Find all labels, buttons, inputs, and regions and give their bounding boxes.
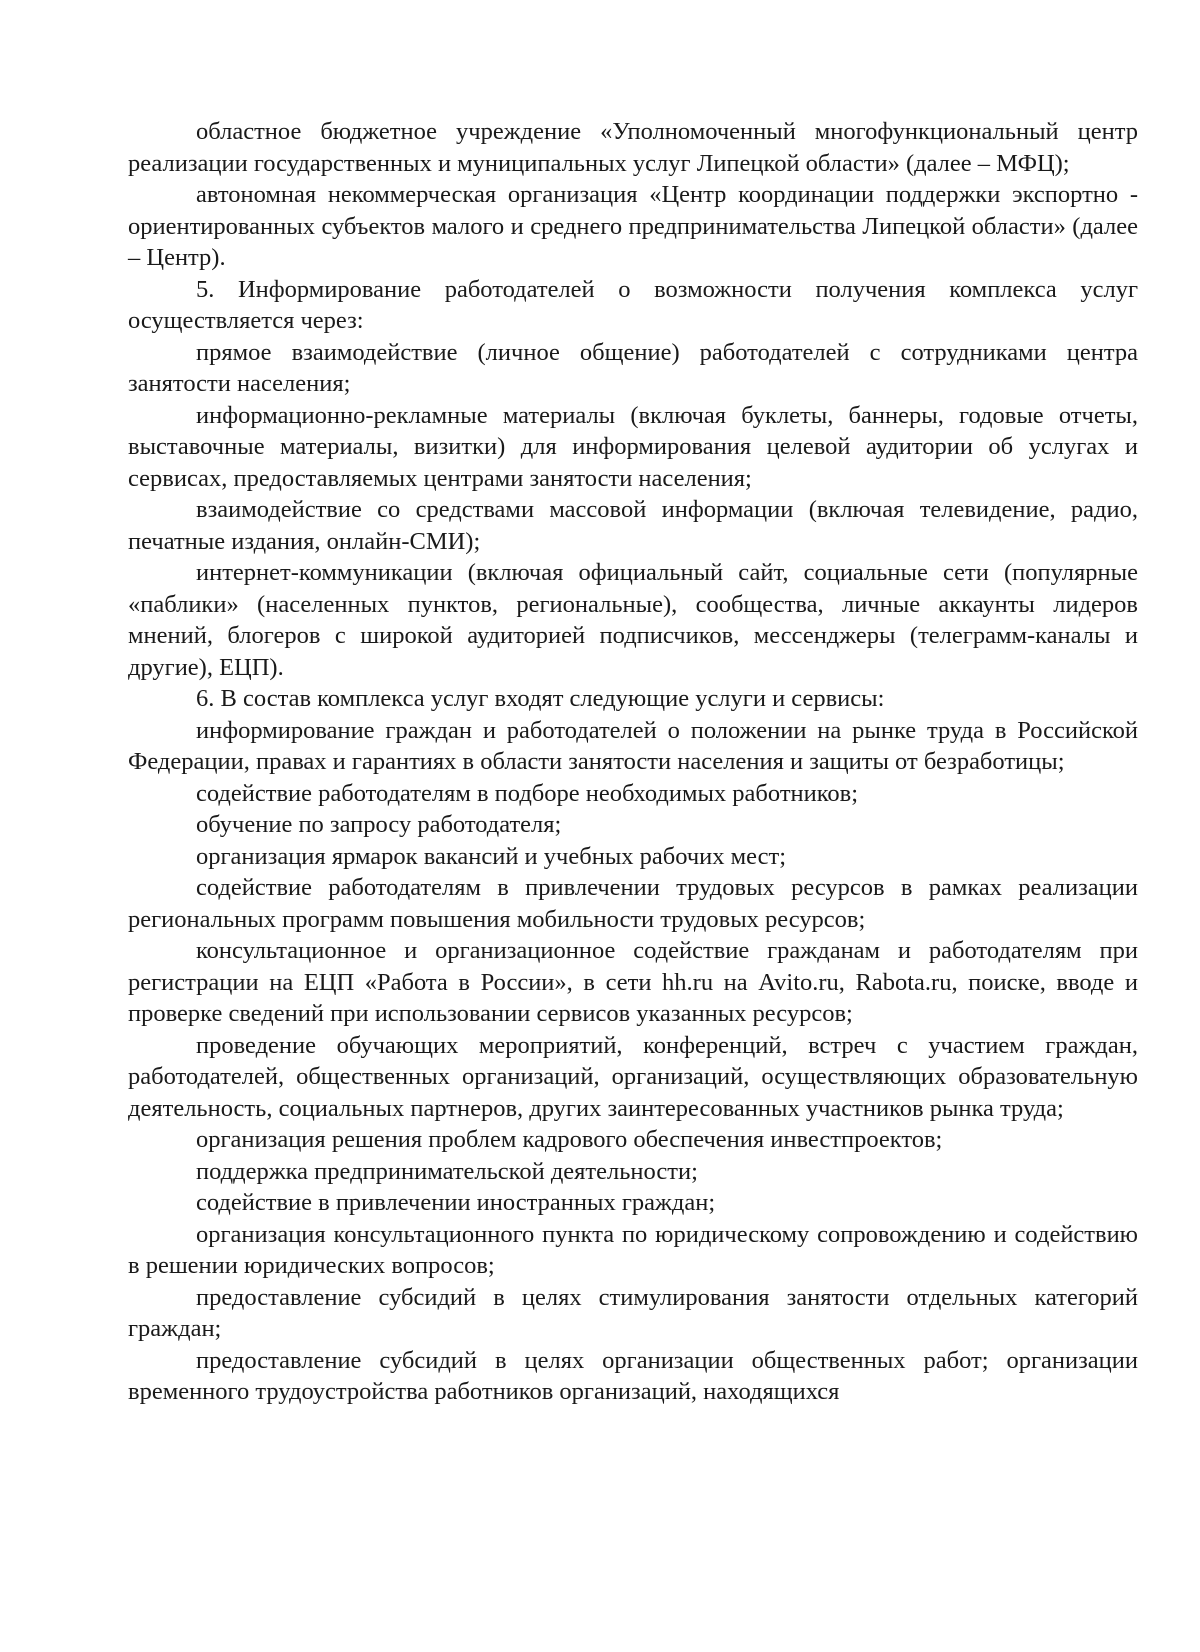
paragraph-legal-consulting: организация консультационного пункта по юридическому сопровождению и содействию в решении юридических вопросов; xyxy=(128,1220,1138,1279)
paragraph-registration-assistance: консультационное и организационное содействие гражданам и работодателям при регистрации на ЕЦП «Работа в России», в сети hh.ru на Avito.ru, Rabota.ru, поиске, вводе и проверке сведений при использовании сервисов указанных ресурсов; xyxy=(128,937,1138,1027)
paragraph-informing: информирование граждан и работодателей о положении на рынке труда в Российской Федерации, правах и гарантиях в области занятости населения и защиты от безработицы; xyxy=(128,716,1138,775)
paragraph-export-center: автономная некоммерческая организация «Центр координации поддержки экспортно - ориентированных субъектов малого и среднего предпринимательства Липецкой области» (далее – Центр). xyxy=(128,181,1138,271)
paragraph-internet-communications: интернет-коммуникации (включая официальный сайт, социальные сети (популярные «паблики» (населенных пунктов, региональные), сообщества, личные аккаунты лидеров мнений, блогеров с широкой аудиторией подписчиков, мессенджеры (телеграмм-каналы и другие), ЕЦП). xyxy=(128,559,1138,681)
paragraph-job-fairs: организация ярмарок вакансий и учебных рабочих мест; xyxy=(196,842,787,870)
paragraph-mass-media: взаимодействие со средствами массовой информации (включая телевидение, радио, печатные издания, онлайн-СМИ); xyxy=(128,496,1138,555)
paragraph-employment-subsidies: предоставление субсидий в целях стимулирования занятости отдельных категорий граждан; xyxy=(128,1283,1138,1342)
paragraph-educational-events: проведение обучающих мероприятий, конференций, встреч с участием граждан, работодателей, общественных организаций, организаций, осуществляющих образовательную деятельность, социальных партнеров, других заинтересованных участников рынка труда; xyxy=(128,1031,1138,1122)
paragraph-item-6: 6. В состав комплекса услуг входят следующие услуги и сервисы: xyxy=(196,685,885,712)
paragraph-foreign-citizens: содействие в привлечении иностранных граждан; xyxy=(196,1189,716,1216)
paragraph-direct-interaction: прямое взаимодействие (личное общение) работодателей с сотрудниками центра занятости населения; xyxy=(128,338,1138,397)
paragraph-public-works-subsidies: предоставление субсидий в целях организации общественных работ; организации временного трудоустройства работников организаций, находящихся xyxy=(128,1346,1138,1405)
paragraph-training: обучение по запросу работодателя; xyxy=(196,811,562,838)
paragraph-mfc: областное бюджетное учреждение «Уполномоченный многофункциональный центр реализации государственных и муниципальных услуг Липецкой области» (далее – МФЦ); xyxy=(128,118,1138,177)
paragraph-labor-mobility: содействие работодателям в привлечении трудовых ресурсов в рамках реализации региональных программ повышения мобильности трудовых ресурсов; xyxy=(128,874,1138,933)
paragraph-advertising-materials: информационно-рекламные материалы (включая буклеты, баннеры, годовые отчеты, выставочные материалы, визитки) для информирования целевой аудитории об услугах и сервисах, предоставляемых центрами занятости населения; xyxy=(128,401,1138,492)
paragraph-recruitment-assistance: содействие работодателям в подборе необходимых работников; xyxy=(196,779,859,807)
paragraph-investment-staffing: организация решения проблем кадрового обеспечения инвестпроектов; xyxy=(196,1126,943,1153)
paragraph-item-5: 5. Информирование работодателей о возможности получения комплекса услуг осуществляется через: xyxy=(128,275,1138,334)
document-body xyxy=(128,116,1138,1408)
paragraph-entrepreneurship-support: поддержка предпринимательской деятельности; xyxy=(196,1157,698,1185)
